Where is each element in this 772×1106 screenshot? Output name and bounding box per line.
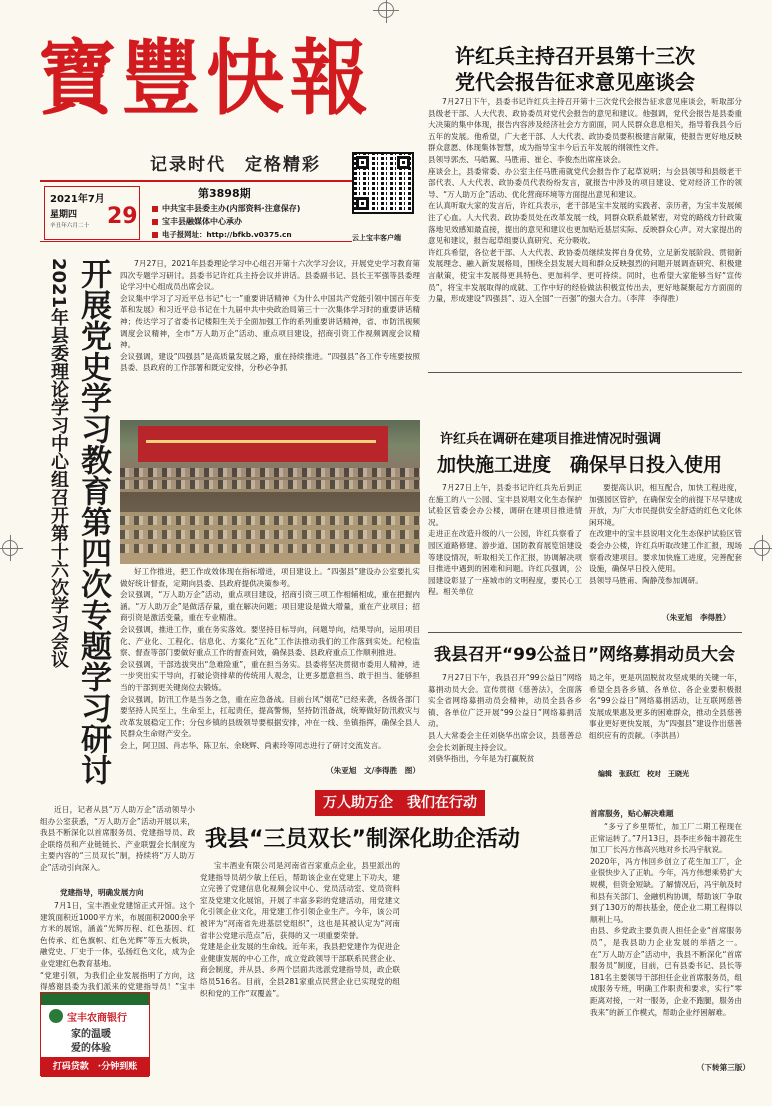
article5-continued: （下转第三版） bbox=[696, 1063, 750, 1072]
bank-ad-footer: 打码贷款 ·分钟到账 bbox=[41, 1057, 149, 1077]
qr-code-icon bbox=[352, 152, 414, 214]
article5-col2: 宝丰酒业有限公司是河南省百家重点企业，县里派出的党建指导员胡少敏上任后，帮助该企业在党建上下功夫，建立完善了党建信息化视频会议中心、党员活动室、党员资料室及党建文化展馆，开展了丰富多彩的党建活动，用党建文化引领企业文化，用党建工作引领企业生产。今年，该公司被评为“河南省先进基层党组织”，这也是其被认定为“河南省非公党建示范点”后，获得的又一项重要荣誉。 党建是企业发展的生命线。近年来，我县把党建作为促进企业健康发展的中心工作，成立党政领导干部联系民营企业、商会制度，并从县、乡两个层面共选派党建指导员，政企联络员516名。目前，全县281家重点民营企业已实现党的组织和党的工作“双覆盖”。 bbox=[200, 861, 400, 998]
bank-ad-name: 宝丰农商银行 bbox=[67, 1013, 127, 1024]
email-line: 电子报网址：http://bfkb.v0375.cn bbox=[152, 228, 352, 241]
qr-caption: 云上宝丰客户端 bbox=[352, 234, 401, 242]
article2-vertical-title: 2021年县委理论学习中心组召开第十六次学习会议 bbox=[48, 258, 69, 669]
article1-headline-1: 许红兵主持召开县第十三次 bbox=[455, 44, 695, 68]
article3-byline: （朱亚旭 李得胜） bbox=[662, 613, 731, 622]
bank-ad-slogan2: 爱的体验 bbox=[71, 1043, 111, 1054]
registration-mark-right bbox=[754, 540, 770, 556]
article4-col2: 局之年，更是巩固脱贫攻坚成果的关键一年，希望全县各乡镇、各单位、各企业要积极报名“99公益日”网络募捐活动，让互联网慈善发展成果惠及更多的困难群众，推动全县慈善事业更好更快发展，为“四强县”建设作出慈善组织应有的贡献。（李洪昌） bbox=[589, 673, 742, 740]
divider-right-2 bbox=[428, 632, 742, 633]
day-number: 29 bbox=[107, 204, 138, 229]
article5-col3: “多亏了乡里帮忙，加工厂二期工程现在正常运转了。”7月13日，县李庄乡翰丰源花生加工厂长冯方伟高兴地对乡长冯宇航说。 2020年，冯方伟回乡创立了花生加工厂，企业很快步入了正轨。今年，冯方伟想乘势扩大规模，但资金短缺。了解情况后，冯宇航及时和县有关部门、金融机构协调，帮助该厂争取到了130万的帮扶基金，使企业二期工程得以顺利上马。 由县、乡党政主要负责人担任企业“首席服务员”，是我县助力企业发展的举措之一。在“万人助万企”活动中，我县不断深化“首席服务员”制度，目前，已有县委书记、县长等181名主要领导干部担任企业首席服务员，组成服务专班，明确工作职责和要求，实行“零距离对接，一对一服务，企业不跑腿，服务由我来”的新工作模式，帮助企业纾困解难。 bbox=[590, 822, 742, 1017]
article5-col1: 7月1日，宝丰酒业党建馆正式开馆。这个建筑面积近1000平方米，布展面积2000余平方米的展馆，涵盖“光辉历程、红色基因、红色传承、红色旗帜、红色光辉”等五大板块，融党史、厂史于一体，弘扬红色文化，成为企业党建红色教育基地。 “党建引领，为我们企业发展指明了方向，这得感谢县委为我们派来的党建指导员！”宝丰 bbox=[40, 901, 195, 992]
article2-main-title: 开展党史学习教育第四次专题学习研讨 bbox=[75, 258, 111, 785]
article1-headline-2: 党代会报告征求意见座谈会 bbox=[455, 70, 695, 94]
meeting-photo bbox=[120, 420, 420, 564]
bank-ad-header bbox=[41, 993, 149, 1005]
masthead-title: 寶豐快報 bbox=[38, 30, 375, 127]
sponsor-line: 中共宝丰县委主办(内部资料·注意保存) bbox=[152, 202, 352, 215]
article4-headline: 我县召开“99公益日”网络募捐动员大会 bbox=[434, 645, 736, 665]
article2-body: 好工作推进，把工作成效体现在指标增进，项目建设上。“四强县”建设办公室要扎实做好统计督查，定期向县委、县政府提供决策参考。 会议强调，“万人助万企”活动，重点项目建设，招商引资三项工作相辅相成，重在把握内涵。“万人助万企”是做活存量，重在解决问题；项目建设是做大增量，重在产业项目；招商引资是激活变量，重在专业精准。 会议强调，推进工作，重在务实落效。要坚持目标导向，问题导向，结果导向，运用项目化、产业化、工程化、信息化、方案化“五化”工作法推动我们的工作落到实处。纪检监察、督查等部门要做好重点工作的督查问效，确保县委、县政府重点工作顺利推进。 会议强调，干部选拔突出“急难险重”，重在担当务实。县委将坚决贯彻市委用人精神，进一步突出实干导向，打破论资排辈的传统用人观念，让更多愿意担当、敢于担当、能够担当的干部到更关键岗位去锻炼。 会议强调，防汛工作是当务之急，重在应急备战。目前台风“烟花”已经来袭，各级各部门要坚持人民至上，生命至上，扛起责任，提高警惕，坚持防汛备战，统筹做好防汛救灾与改革发展稳定工作；分包乡镇的县级领导要根据安排，冲在一线、坐镇指挥，确保全县人民群众生命财产安全。 会上，阿卫国、肖志华、陈卫东、余晓辉、尚素玲等同志进行了研讨交流发言。 bbox=[120, 567, 420, 750]
weekday: 星期四 bbox=[50, 210, 78, 220]
date-box bbox=[44, 186, 140, 240]
article5-subhead2: 首席服务，贴心解决难题 bbox=[590, 809, 674, 818]
date-year-month: 2021年7月 bbox=[50, 194, 105, 205]
masthead-slogan: 记录时代 定格精彩 bbox=[150, 155, 321, 175]
article3-col1: 7月27日上午，县委书记许红兵先后到正在施工的八一公园、宝丰县说唱文化生态保护试验区管委会办公楼，调研在建项目推进情况。 走进正在改造升级的八一公园，许红兵察看了园区道路修建、游步道、国防教育展览馆建设等建设情况，听取相关工作汇报，协调解决项目推进中遇到的困难和问题。许红兵强调，公园建设彰显了一座城市的文明程度，要民心工程。相关单位 bbox=[428, 483, 582, 597]
article3-headline: 加快施工进度 确保早日投入使用 bbox=[437, 454, 723, 476]
article5-subhead1: 党建指导，明确发展方向 bbox=[60, 888, 144, 897]
article2-intro: 7月27日，2021年县委理论学习中心组召开第十六次学习会议，开展党史学习教育第四次专题学习研讨。县委书记许红兵主持会议并讲话。县委副书记、县长王军强等县委理论学习中心组成员出席会议。 会议集中学习了习近平总书记“七一”重要讲话精神《为什么中国共产党能引领中国百年变革和发展》和习近平总书记在十九届中共中央政治局第三十一次集体学习时的重要讲话精神；传达学习了省委书记楼阳生关于全面加强工作的系列重要讲话精神，省、市防汛视频调度会议精神，全市“万人助万企”活动、重点项目建设，招商引资工作视频调度会议精神。 会议强调，建设“四强县”是高质量发展之路，重在持续推进。“四强县”各工作专班要按照县委、县政府的工作部署和既定安排，分秒必争抓 bbox=[120, 259, 420, 373]
bank-ad bbox=[40, 992, 150, 1076]
issue-number: 第3898期 bbox=[198, 187, 251, 200]
article1-body: 7月27日下午，县委书记许红兵主持召开第十三次党代会报告征求意见座谈会，听取部分县级老干部、人大代表、政协委员对党代会报告的意见和建议。他强调，党代会报告是县委重大决策的集中体现，报告内容涉及经济社会方方面面，同人民群众息息相关，指导着我县今后五年的发展。他希望，广大老干部、人大代表、政协委员要积极建言献策，使报告更好地反映群众意愿、体现集体智慧，成为指导宝丰今后五年发展的纲领性文件。 县领导郭杰、马皓翼、马胜甫、崔仑、李俊杰出席座谈会。 座谈会上，县委常委、办公室主任马胜甫就党代会报告作了起草说明；与会县领导和县级老干部代表、人大代表、政协委员代表纷纷发言，就报告中涉及的项目建设、党对经济工作的领导、“万人助万企”活动、优化营商环境等方面提出意见和建议。 在认真听取大家的发言后，许红兵表示，老干部是宝丰发展的实践者、亲历者，为宝丰发展倾注了心血。人大代表、政协委员处在改革发展一线，同群众联系最紧密，对党的路线方针政策落地见效感知最直接，提出的意见和建议也更加贴近基层实际、反映群众心声。对大家提出的意见和建议，报告起草组要认真研究、充分吸收。 许红兵希望，各位老干部、人大代表、政协委员继续发挥自身优势，立足新发展阶段、贯彻新发展理念、融入新发展格局，围绕全县发展大局和群众反映强烈的问题开展调查研究、积极建言献策，使宝丰发展得更具特色、更加科学、更可持续。同时，也希望大家能够当好“宣传员”，将宝丰发展取得的成就、工作中好的经验做法积极宣传出去，更好地凝聚起方方面面的力量，形成建设“四强县”、迈入全国“一百强”的强大合力。（李萍 李得胜） bbox=[428, 97, 742, 304]
article5-intro: 近日，记者从县“万人助万企”活动领导小组办公室获悉，“万人助万企”活动开展以来，我县不断深化以首席服务员、党建指导员、政企联络员和产业链链长、产业联盟会长制度为主要内容的“三员双长”制，持续将“万人助万企”活动引向深入。 bbox=[40, 805, 195, 872]
divider-right-1 bbox=[428, 372, 742, 373]
issue-box bbox=[40, 180, 352, 242]
article5-headline: 我县“三员双长”制深化助企活动 bbox=[205, 827, 520, 852]
stage-screen bbox=[138, 426, 388, 462]
lunar-date: 辛丑年六月二十 bbox=[50, 223, 90, 229]
bank-logo-icon bbox=[49, 1009, 63, 1023]
registration-mark-left bbox=[2, 540, 18, 556]
article3-col2: 要提高认识，相互配合，加快工程进度，加强园区管护，在确保安全的前提下尽早建成开放，为广大市民提供安全舒适的红色文化休闲环境。 在改建中的宝丰县说唱文化生态保护试验区管委会办公楼，许红兵听取改建工作汇报，现场察看改建项目。要求加快施工进度，完善配套设施，确保早日投入使用。 县领导马胜甫、陶静茂参加调研。 bbox=[589, 483, 742, 585]
bank-ad-slogan1: 家的温暖 bbox=[71, 1029, 111, 1040]
registration-mark-top bbox=[378, 2, 394, 18]
article3-kicker: 许红兵在调研在建项目推进情况时强调 bbox=[440, 432, 662, 447]
media-center-line: 宝丰县融媒体中心承办 bbox=[152, 215, 352, 228]
article4-editors: 编辑 张跃红 校对 王晓光 bbox=[598, 770, 689, 778]
article4-col1: 7月27日下午，我县召开“99公益日”网络募捐动员大会。宣传贯彻《慈善法》，全面落实全省网络募捐动员会精神，动员全县各乡镇、各单位广泛开展“99公益日”网络募捐活动。 县人大常委会主任刘骁华出席会议，县慈善总会会长刘新现主持会议。 刘骁华指出，今年是为打赢脱贫 bbox=[428, 673, 582, 764]
banner-campaign: 万人助万企 我们在行动 bbox=[315, 790, 485, 816]
article2-byline: （朱亚旭 文/李得胜 图） bbox=[326, 766, 420, 775]
